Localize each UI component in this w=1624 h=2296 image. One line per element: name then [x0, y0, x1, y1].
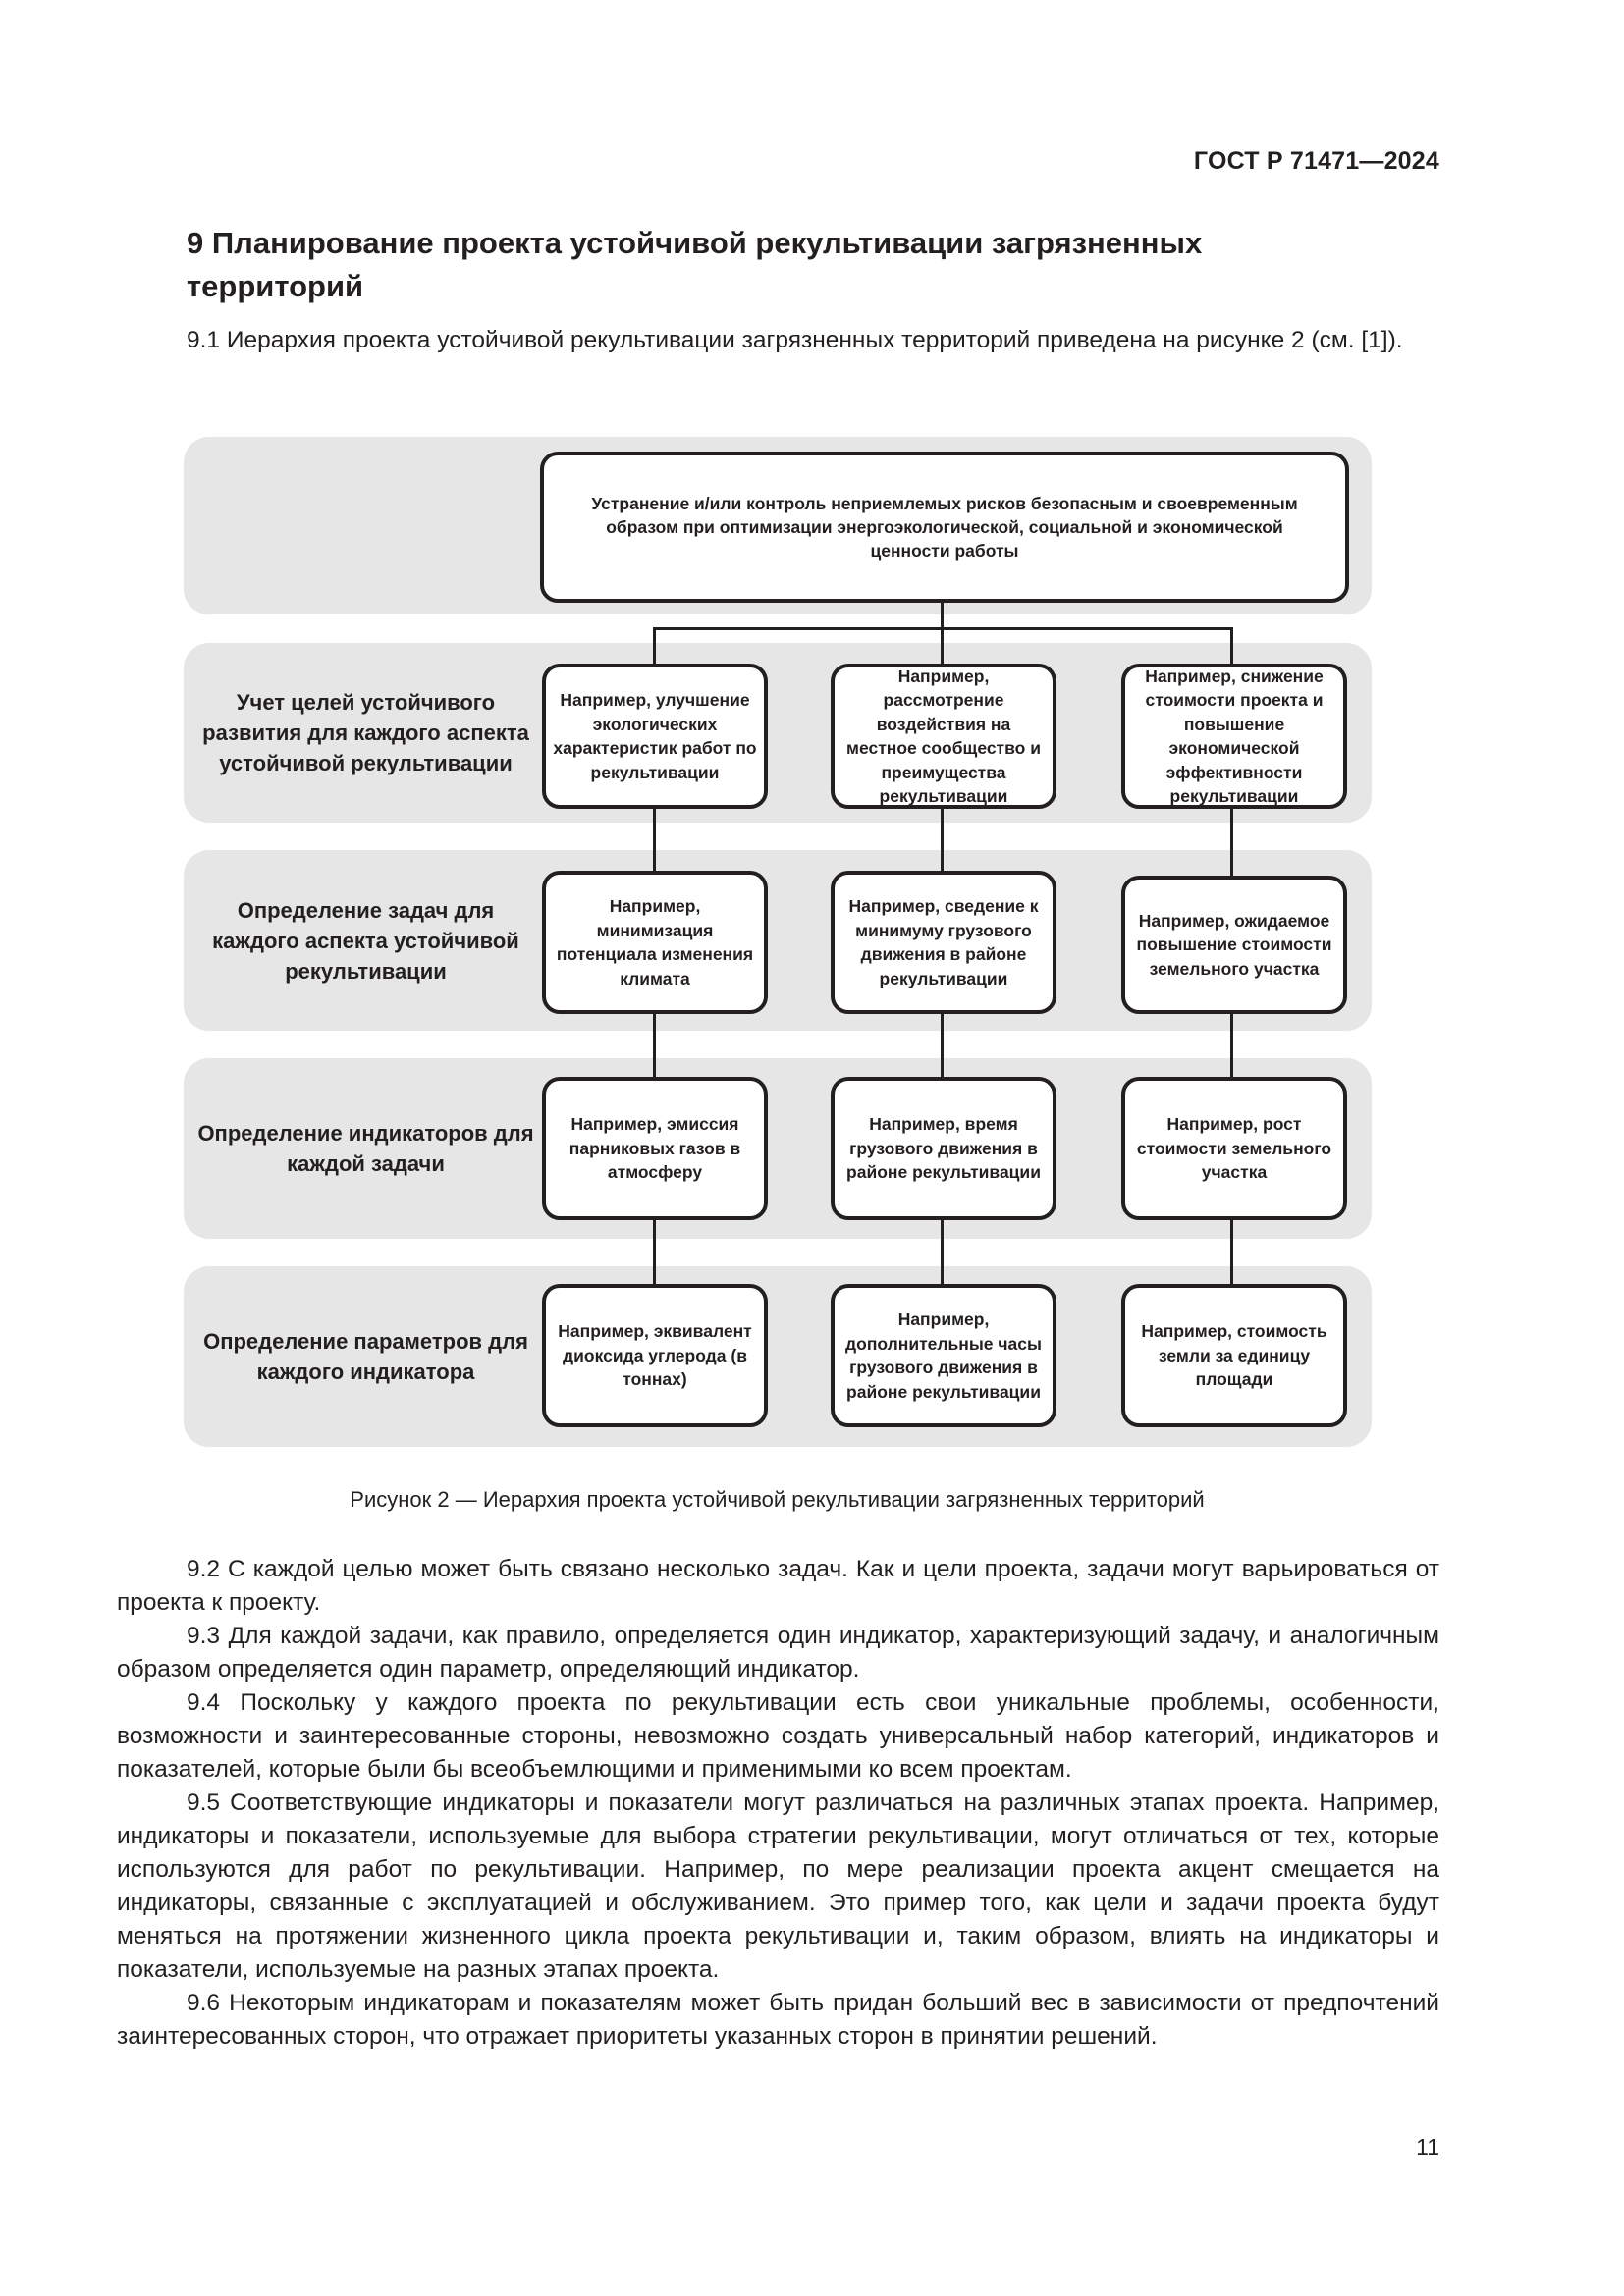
connector-line [653, 627, 656, 667]
connector-line [1230, 805, 1233, 879]
body-text [117, 1553, 1439, 2054]
page-number: 11 [1416, 2134, 1439, 2160]
level-label-parameters: Определение параметров для каждого индикатора [203, 1329, 528, 1384]
example-text: Например, время грузового движения в районе рекультивации [846, 1114, 1041, 1183]
example-text: Например, улучшение экологических характеристик работ по рекультивации [553, 690, 757, 782]
paragraph-9-4: 9.4 Поскольку у каждого проекта по рекультивации есть свои уникальные проблемы, особенности, возможности и заинтересованные стороны, невозможно создать универсальный набор категорий, индикаторов и показателей, которые были бы всеобъемлющими и применимыми ко всем проектам. [117, 1689, 1439, 1783]
example-box [1121, 1077, 1347, 1220]
top-goal-text: Устранение и/или контроль неприемлемых рисков безопасным и своевременным образом при оптимизации энергоэкологической, социальной и экономической ценности работы [591, 494, 1298, 561]
example-box [831, 1284, 1056, 1427]
example-text: Например, минимизация потенциала изменения климата [556, 896, 754, 988]
top-goal-box [540, 452, 1349, 603]
connector-line [1230, 1011, 1233, 1080]
example-box [542, 871, 768, 1014]
example-box [1121, 876, 1347, 1014]
connector-line [941, 805, 944, 874]
example-box [542, 1284, 768, 1427]
connector-line [1230, 1217, 1233, 1286]
connector-line [653, 1011, 656, 1080]
document-id: ГОСТ Р 71471—2024 [1193, 147, 1439, 175]
example-box [542, 664, 768, 809]
connector-line [941, 1217, 944, 1286]
example-box [1121, 664, 1347, 809]
example-text: Например, эквивалент диоксида углерода (в тоннах) [558, 1321, 752, 1390]
level-label-goals: Учет целей устойчивого развития для каждого аспекта устойчивой рекультивации [202, 690, 529, 775]
connector-line [653, 805, 656, 874]
example-box [1121, 1284, 1347, 1427]
connector-line [941, 601, 944, 629]
example-text: Например, рассмотрение воздействия на местное сообщество и преимущества рекультивации [846, 666, 1041, 806]
paragraph-9-3: 9.3 Для каждой задачи, как правило, определяется один индикатор, характеризующий задачу, и аналогичным образом определяется один параметр, определяющий индикатор. [117, 1623, 1439, 1682]
section-title: 9 Планирование проекта устойчивой рекультивации загрязненных территорий [187, 226, 1203, 303]
example-box [831, 664, 1056, 809]
example-text: Например, сведение к минимуму грузового движения в районе рекультивации [848, 896, 1039, 988]
example-text: Например, рост стоимости земельного участка [1136, 1114, 1332, 1183]
paragraph-9-5: 9.5 Соответствующие индикаторы и показатели могут различаться на различных этапах проекта. Например, индикаторы и показатели, используемые для выбора стратегии рекультивации, могут отличаться от тех, которые используются для работ по рекультивации. Например, по мере реализации проекта акцент смещается на индикаторы, связанные с эксплуатацией и обслуживанием. Это пример того, как цели и задачи проекта будут меняться на протяжении жизненного цикла проекта рекультивации и, таким образом, влиять на индикаторы и показатели, используемые на разных этапах проекта. [117, 1789, 1439, 1983]
example-text: Например, дополнительные часы грузового движения в районе рекультивации [845, 1309, 1042, 1402]
example-text: Например, стоимость земли за единицу площади [1141, 1321, 1327, 1390]
example-box [831, 871, 1056, 1014]
level-label-indicators: Определение индикаторов для каждой задачи [197, 1121, 534, 1176]
example-text: Например, снижение стоимости проекта и повышение экономической эффективности рекультивации [1145, 666, 1324, 806]
example-box [831, 1077, 1056, 1220]
paragraph-9-6: 9.6 Некоторым индикаторам и показателям может быть придан больший вес в зависимости от предпочтений заинтересованных сторон, что отражает приоритеты указанных сторон в принятии решений. [117, 1990, 1439, 2050]
figure-caption: Рисунок 2 — Иерархия проекта устойчивой рекультивации загрязненных территорий [350, 1487, 1205, 1512]
connector-line [653, 1217, 656, 1286]
connector-line [941, 627, 944, 667]
example-box [542, 1077, 768, 1220]
level-label-tasks: Определение задач для каждого аспекта устойчивой рекультивации [212, 897, 519, 984]
connector-line [941, 1011, 944, 1080]
paragraph-9-2: 9.2 С каждой целью может быть связано несколько задач. Как и цели проекта, задачи могут варьироваться от проекта к проекту. [117, 1556, 1439, 1616]
example-text: Например, эмиссия парниковых газов в атмосферу [568, 1114, 741, 1183]
intro-paragraph: 9.1 Иерархия проекта устойчивой рекультивации загрязненных территорий приведена на рисунке 2 (см. [1]). [187, 327, 1403, 353]
example-text: Например, ожидаемое повышение стоимости земельного участка [1136, 910, 1332, 979]
connector-line [1230, 627, 1233, 667]
